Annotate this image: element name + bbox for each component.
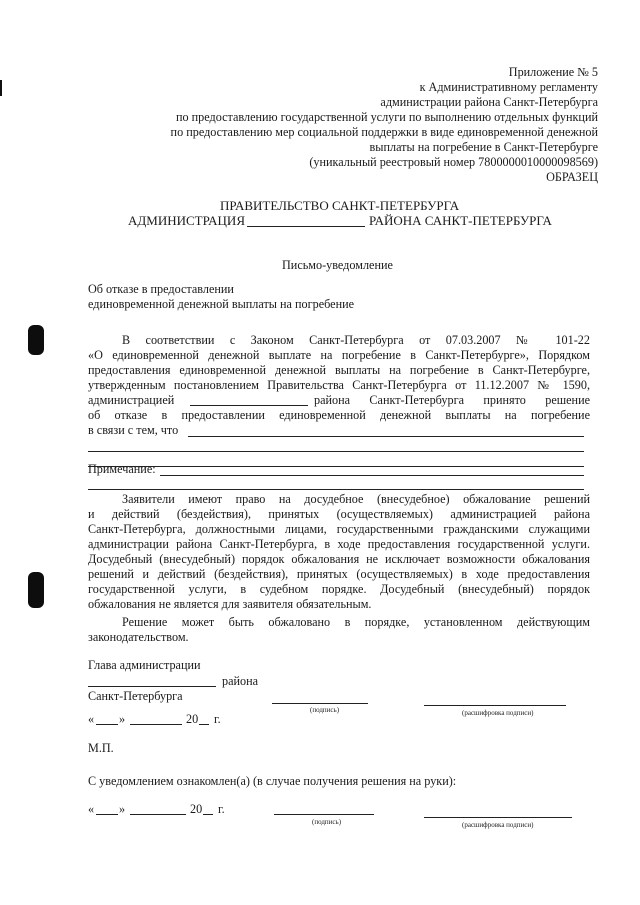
signature-caption-2: (подпись) [312, 818, 342, 826]
registry-number: (уникальный реестровый номер 7800000010000098569) [309, 155, 598, 169]
district-blank-body [190, 405, 308, 406]
date2-year-blank [203, 814, 213, 815]
reason-blank-2 [88, 451, 584, 452]
body-p1-line7: в связи с тем, что [88, 423, 179, 437]
date1-year-blank [199, 724, 209, 725]
subject-line1: Об отказе в предоставлении [88, 282, 234, 296]
body-p1-line3: предоставления единовременной денежной выплаты на погребение в Санкт-Петербурге, [88, 363, 590, 377]
scan-edge-mark [0, 80, 2, 96]
body-p2-line1: Заявители имеют право на досудебное (внесудебное) обжалование решений [122, 492, 590, 506]
body-p2-line3: Санкт-Петербурга, должностными лицами, государственными гражданскими служащими [88, 522, 590, 536]
head-of-administration: Глава администрации [88, 658, 201, 672]
date1-open-quote: « [88, 712, 95, 726]
body-p2-line6: решений и действий (бездействия), принятых (осуществляемых) в ходе предоставления [88, 567, 590, 581]
body-p1-line5-a: администрацией [88, 393, 175, 407]
signature-caption: (подпись) [310, 706, 340, 714]
body-p3-line2: законодательством. [88, 630, 189, 644]
body-p3-line1: Решение может быть обжаловано в порядке, установленном действующим [122, 615, 590, 629]
date2-year-suffix: г. [218, 802, 225, 816]
date2-close-quote: » [119, 802, 126, 816]
annex-number: Приложение № 5 [508, 65, 598, 79]
body-p2-line2: и действий (бездействия), принятых (осуществляемых) администрацией района [88, 507, 590, 521]
binder-hole-top [28, 325, 44, 355]
administration-prefix: АДМИНИСТРАЦИЯ [128, 213, 245, 228]
date1-close-quote: » [119, 712, 126, 726]
decode-caption: (расшифровка подписи) [462, 709, 534, 717]
date1-year-suffix: г. [214, 712, 221, 726]
note-label: Примечание: [88, 462, 156, 476]
annex-reference: к Административному регламенту [419, 80, 598, 94]
body-p2-line5: Досудебный (внесудебный) порядок обжалования не исключает возможности обжалования [88, 552, 590, 566]
date2-open-quote: « [88, 802, 95, 816]
administration-suffix: РАЙОНА САНКТ-ПЕТЕРБУРГА [369, 213, 552, 228]
subject-line2: единовременной денежной выплаты на погребение [88, 297, 355, 311]
decode-caption-2: (расшифровка подписи) [462, 821, 534, 829]
head-district-blank [88, 686, 216, 687]
date1-month-blank [130, 724, 182, 725]
signature-line [272, 703, 368, 704]
date1-year: 20 [186, 712, 199, 726]
reason-blank-3 [88, 466, 584, 467]
signature-line-2 [274, 814, 374, 815]
date2-month-blank [130, 814, 186, 815]
annex-service-line2: по предоставлению мер социальной поддержки в виде единовременной денежной [170, 125, 598, 139]
note-blank-2 [88, 489, 584, 490]
date2-day-blank [96, 814, 118, 815]
body-p1-line2: «О единовременной денежной выплате на погребение в Санкт-Петербурге», Порядком [88, 348, 590, 362]
decode-line-2 [424, 817, 572, 818]
city-name: Санкт-Петербурга [88, 689, 183, 703]
annex-service-line1: по предоставлению государственной услуги по выполнению отдельных функций [175, 110, 598, 124]
body-p1-line6: об отказе в предоставлении единовременной денежной выплаты на погребение [88, 408, 590, 422]
sample-label: ОБРАЗЕЦ [546, 170, 598, 184]
body-p2-line8: обжалования не является для заявителя обязательным. [88, 597, 372, 611]
annex-service-line3: выплаты на погребение в Санкт-Петербурге [369, 140, 598, 154]
acknowledgement: С уведомлением ознакомлен(а) (в случае получения решения на руки): [88, 774, 457, 788]
body-p1-line1: В соответствии с Законом Санкт-Петербурга от 07.03.2007 № 101-22 [122, 333, 590, 347]
date2-year: 20 [190, 802, 203, 816]
binder-hole-bottom [28, 572, 44, 608]
annex-administration: администрации района Санкт-Петербурга [380, 95, 598, 109]
decode-line [424, 705, 566, 706]
government-title: ПРАВИТЕЛЬСТВО САНКТ-ПЕТЕРБУРГА [220, 198, 460, 213]
body-p1-line5-b: района Санкт-Петербурга принято решение [314, 393, 590, 407]
district-name-blank [247, 226, 365, 227]
seal-placeholder: М.П. [88, 741, 114, 755]
body-p2-line4: администрации района Санкт-Петербурга, в ходе предоставления государственной услуги. [88, 537, 590, 551]
body-p1-line4: утвержденным постановлением Правительства Санкт-Петербурга от 11.12.2007 № 1590, [88, 378, 590, 392]
district-word: района [222, 674, 259, 688]
note-blank-1 [160, 475, 584, 476]
document-title: Письмо-уведомление [282, 258, 393, 272]
date1-day-blank [96, 724, 118, 725]
body-p2-line7: государственной услуги, в судебном порядке. Досудебный (внесудебный) порядок [88, 582, 590, 596]
reason-blank-1 [188, 436, 584, 437]
